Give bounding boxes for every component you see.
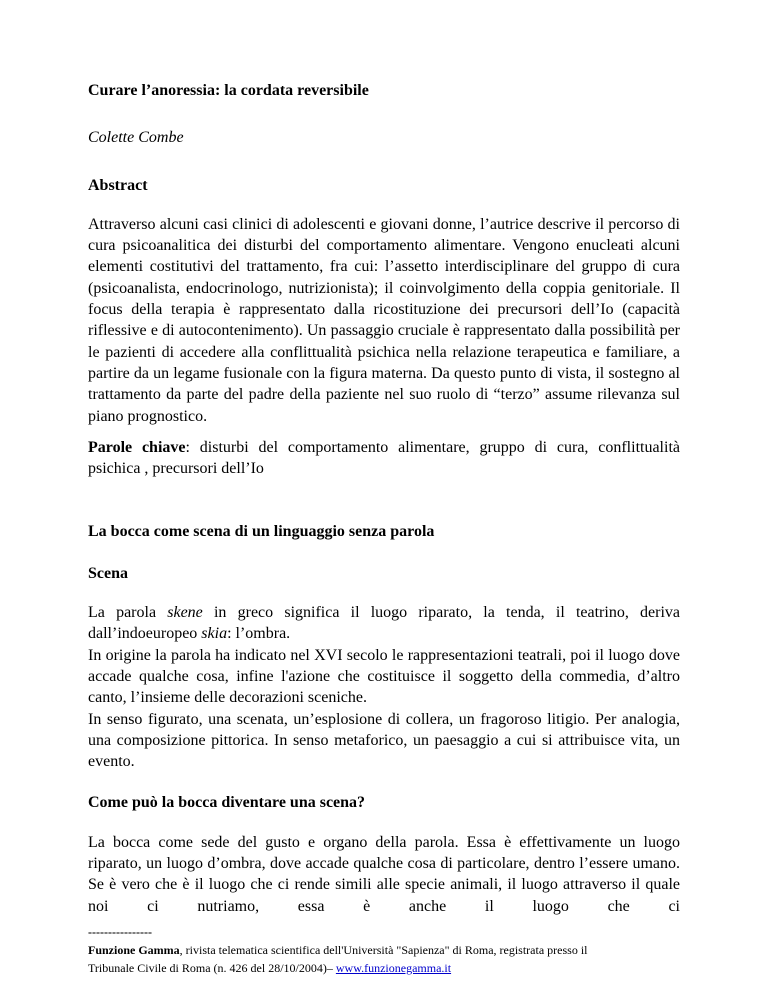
keywords-text: : disturbi del comportamento alimentare, gruppo di cura, conflittualità psichica , precursori dell’Io xyxy=(88,438,680,478)
term-skia: skia xyxy=(201,625,228,643)
footer-text-2: Tribunale Civile di Roma (n. 426 del 28/10/2004)– xyxy=(88,961,336,975)
bocca-paragraph-1: La bocca come sede del gusto e organo della parola. Essa è effettivamente un luogo riparato, un luogo d’ombra, dove accade qualche cosa di particolare, dentro l’essere umano. Se è vero che è il luogo che ci rende simili alle specie animali, il luogo attraverso il quale noi ci nutriamo, essa è anche il luogo che ci xyxy=(88,833,680,915)
scena-paragraph-2: In origine la parola ha indicato nel XVI secolo le rappresentazioni teatrali, poi il luogo dove accade qualche cosa, infine l'azione che costituisce il soggetto della commedia, d’altro canto, l’insieme delle decorazioni sceniche. xyxy=(88,646,680,707)
journal-name: Funzione Gamma xyxy=(88,943,180,957)
document-page xyxy=(88,80,680,917)
keywords xyxy=(88,437,680,480)
article-title: Curare l’anoressia: la cordata reversibile xyxy=(88,82,369,99)
scena-text: in greco significa il luogo riparato, la tenda, il teatrino, deriva dall’indoeuropeo xyxy=(88,604,680,643)
abstract-text: Attraverso alcuni casi clinici di adolescenti e giovani donne, l’autrice descrive il percorso di cura psicoanalitica dei disturbi del comportamento alimentare. Vengono enucleati alcuni elementi costitutivi del trattamento, fra cui: l’assetto interdisciplinare del gruppo di cura (psicoanalista, endocrinologo, nutrizionista); il coinvolgimento della coppia genitoriale. Il focus della terapia è rappresentato dalla ricostituzione dei precursori dell’Io (capacità riflessive e di autocontenimento). Un passaggio cruciale è rappresentato dalla possibilità per le pazienti di accedere alla conflittualità psichica nella relazione terapeutica e familiare, a partire da un legame fusionale con la figura materna. Da questo punto di vista, il sostegno al trattamento da parte del padre della paziente nel suo ruolo di “terzo” assume rilevanza sul piano prognostico. xyxy=(88,215,680,425)
scena-paragraph-3: In senso figurato, una scenata, un’esplosione di collera, un fragoroso litigio. Per analogia, una composizione pittorica. In senso metaforico, un paesaggio a cui si attribuisce vita, un evento. xyxy=(88,710,680,771)
footer-rule: ---------------- xyxy=(88,925,152,939)
section-heading-scena: Scena xyxy=(88,564,128,582)
footer-line-2 xyxy=(88,959,688,977)
scena-paragraph-1 xyxy=(88,602,680,645)
website-link[interactable]: www.funzionegamma.it xyxy=(335,961,452,975)
term-skene: skene xyxy=(167,604,203,622)
author-name: Colette Combe xyxy=(88,129,184,147)
scena-text: La parola xyxy=(88,604,168,622)
keywords-label: Parole chiave xyxy=(88,438,186,456)
abstract-heading: Abstract xyxy=(88,176,148,194)
section-heading-bocca-scena: La bocca come scena di un linguaggio senza parola xyxy=(88,523,435,541)
scena-text: : l’ombra. xyxy=(227,625,291,643)
footer-line-1 xyxy=(88,941,688,959)
section-heading-come-bocca: Come può la bocca diventare una scena? xyxy=(88,794,366,812)
footer-text: , rivista telematica scientifica dell'Università "Sapienza" di Roma, registrata presso il xyxy=(179,943,588,957)
page-footer xyxy=(88,923,688,977)
